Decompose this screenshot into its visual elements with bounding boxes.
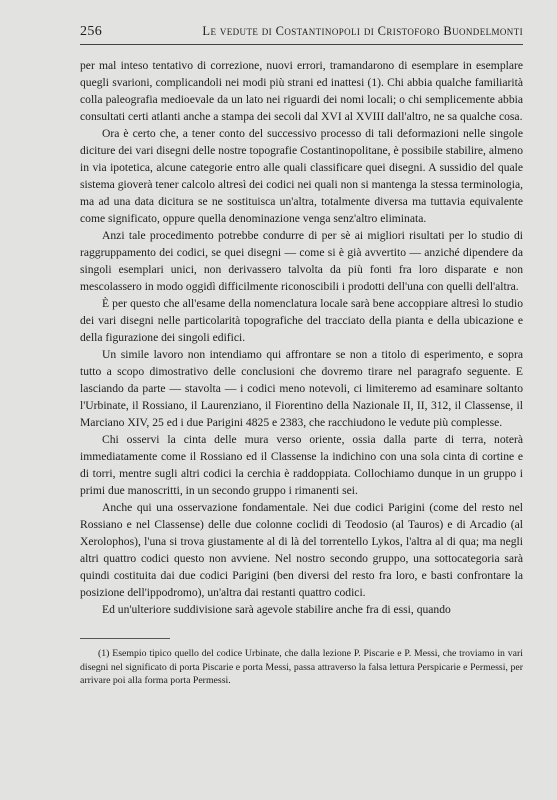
running-head (80, 24, 523, 45)
paragraph-8: Ed un'ulteriore suddivisione sarà agevole stabilire anche fra di essi, quando (102, 603, 451, 616)
body-text (80, 57, 523, 618)
footnote: (1) Esempio tipico quello del codice Urbinate, che dalla lezione P. Piscarie e P. Messi, che troviamo in vari disegni nel significato di porta Piscarie e porta Messi, passa attraverso la falsa lettura Perspicarie e Permessi, per arrivare poi alla forma porta Permessi. (80, 648, 523, 686)
paragraph-4: È per questo che all'esame della nomenclatura locale sarà bene accoppiare altresì lo studio dei vari disegni nelle particolarità topografiche del tracciato della pianta e della ubicazione e della figurazione dei singoli edifici. (80, 297, 523, 344)
paragraph-7: Anche qui una osservazione fondamentale. Nei due codici Parigini (come del resto nel Rossiano e nel Classense) delle due colonne coclidi di Teodosio (al Tauros) e di Arcadio (al Xerolophos), l'una si trova giustamente al di là del torrentello Lykos, l'altra al di qua; ma negli altri quattro codici questo non avviene. Nel nostro secondo gruppo, una sottocategoria sarà quindi costituita dai due codici Parigini (ben diversi del resto fra loro, e basti confrontare la posizione dell'ippodromo), un'altra dai restanti quattro codici. (80, 501, 523, 599)
page-number: 256 (80, 24, 103, 39)
paragraph-6: Chi osservi la cinta delle mura verso oriente, ossia dalla parte di terra, noterà immediatamente come il Rossiano ed il Classense la indichino con una sola cinta di cortine e di torri, mentre sugli altri codici la cerchia è raddoppiata. Collochiamo dunque in un gruppo i primi due manoscritti, in un secondo gruppo i rimanenti sei. (80, 433, 523, 497)
paragraph-2: Ora è certo che, a tener conto del successivo processo di tali deformazioni nelle singole diciture dei vari disegni delle nostre topografie Costantinopolitane, è possibile stabilire, almeno in via ipotetica, alcune categorie entro alle quali classificare quei disegni. A sussidio del quale sistema gioverà tener calcolo altresì dei codici nei quali non si mantenga la stessa terminologia, ma ad una data dicitura se ne sostituisca un'altra, totalmente diversa ma tuttavia equivalente come significato, oppure quella denominazione venga senz'altro eliminata. (80, 127, 523, 225)
paragraph-1: per mal inteso tentativo di correzione, nuovi errori, tramandarono di esemplare in esemplare quegli svarioni, complicandoli nei modi più strani ed inattesi (1). Chi abbia qualche familiarità colla paleografia medioevale da un lato nei riguardi dei nomi locali; o chi semplicemente abbia consultati certi atlanti anche a stampa dei secoli dal XVI al XVIII dall'altro, ne sa qualche cosa. (80, 59, 523, 123)
running-title: Le vedute di Costantinopoli di Cristoforo Buondelmonti (202, 24, 523, 38)
paragraph-3: Anzi tale procedimento potrebbe condurre di per sè ai migliori risultati per lo studio di raggruppamento dei codici, se quei disegni — come si è già avvertito — anziché dipendere da singoli esemplari unici, non derivassero talvolta da più fonti fra loro disparate e non mescolassero in modo oggidì difficilmente riconoscibili i prodotti dell'una con quelli dell'altra. (80, 229, 523, 293)
footnote-divider (80, 638, 170, 639)
paragraph-5: Un simile lavoro non intendiamo qui affrontare se non a titolo di esperimento, e sopra tutto a scopo dimostrativo delle conclusioni che dovremo tirare nel paragrafo seguente. E lasciando da parte — stavolta — i codici meno notevoli, ci limiteremo ad esaminare soltanto l'Urbinate, il Rossiano, il Laurenziano, il Fiorentino della Nazionale II, II, 312, il Classense, il Marciano XIV, 25 ed i due Parigini 4825 e 2383, che racchiudono le vedute più complesse. (80, 348, 523, 429)
